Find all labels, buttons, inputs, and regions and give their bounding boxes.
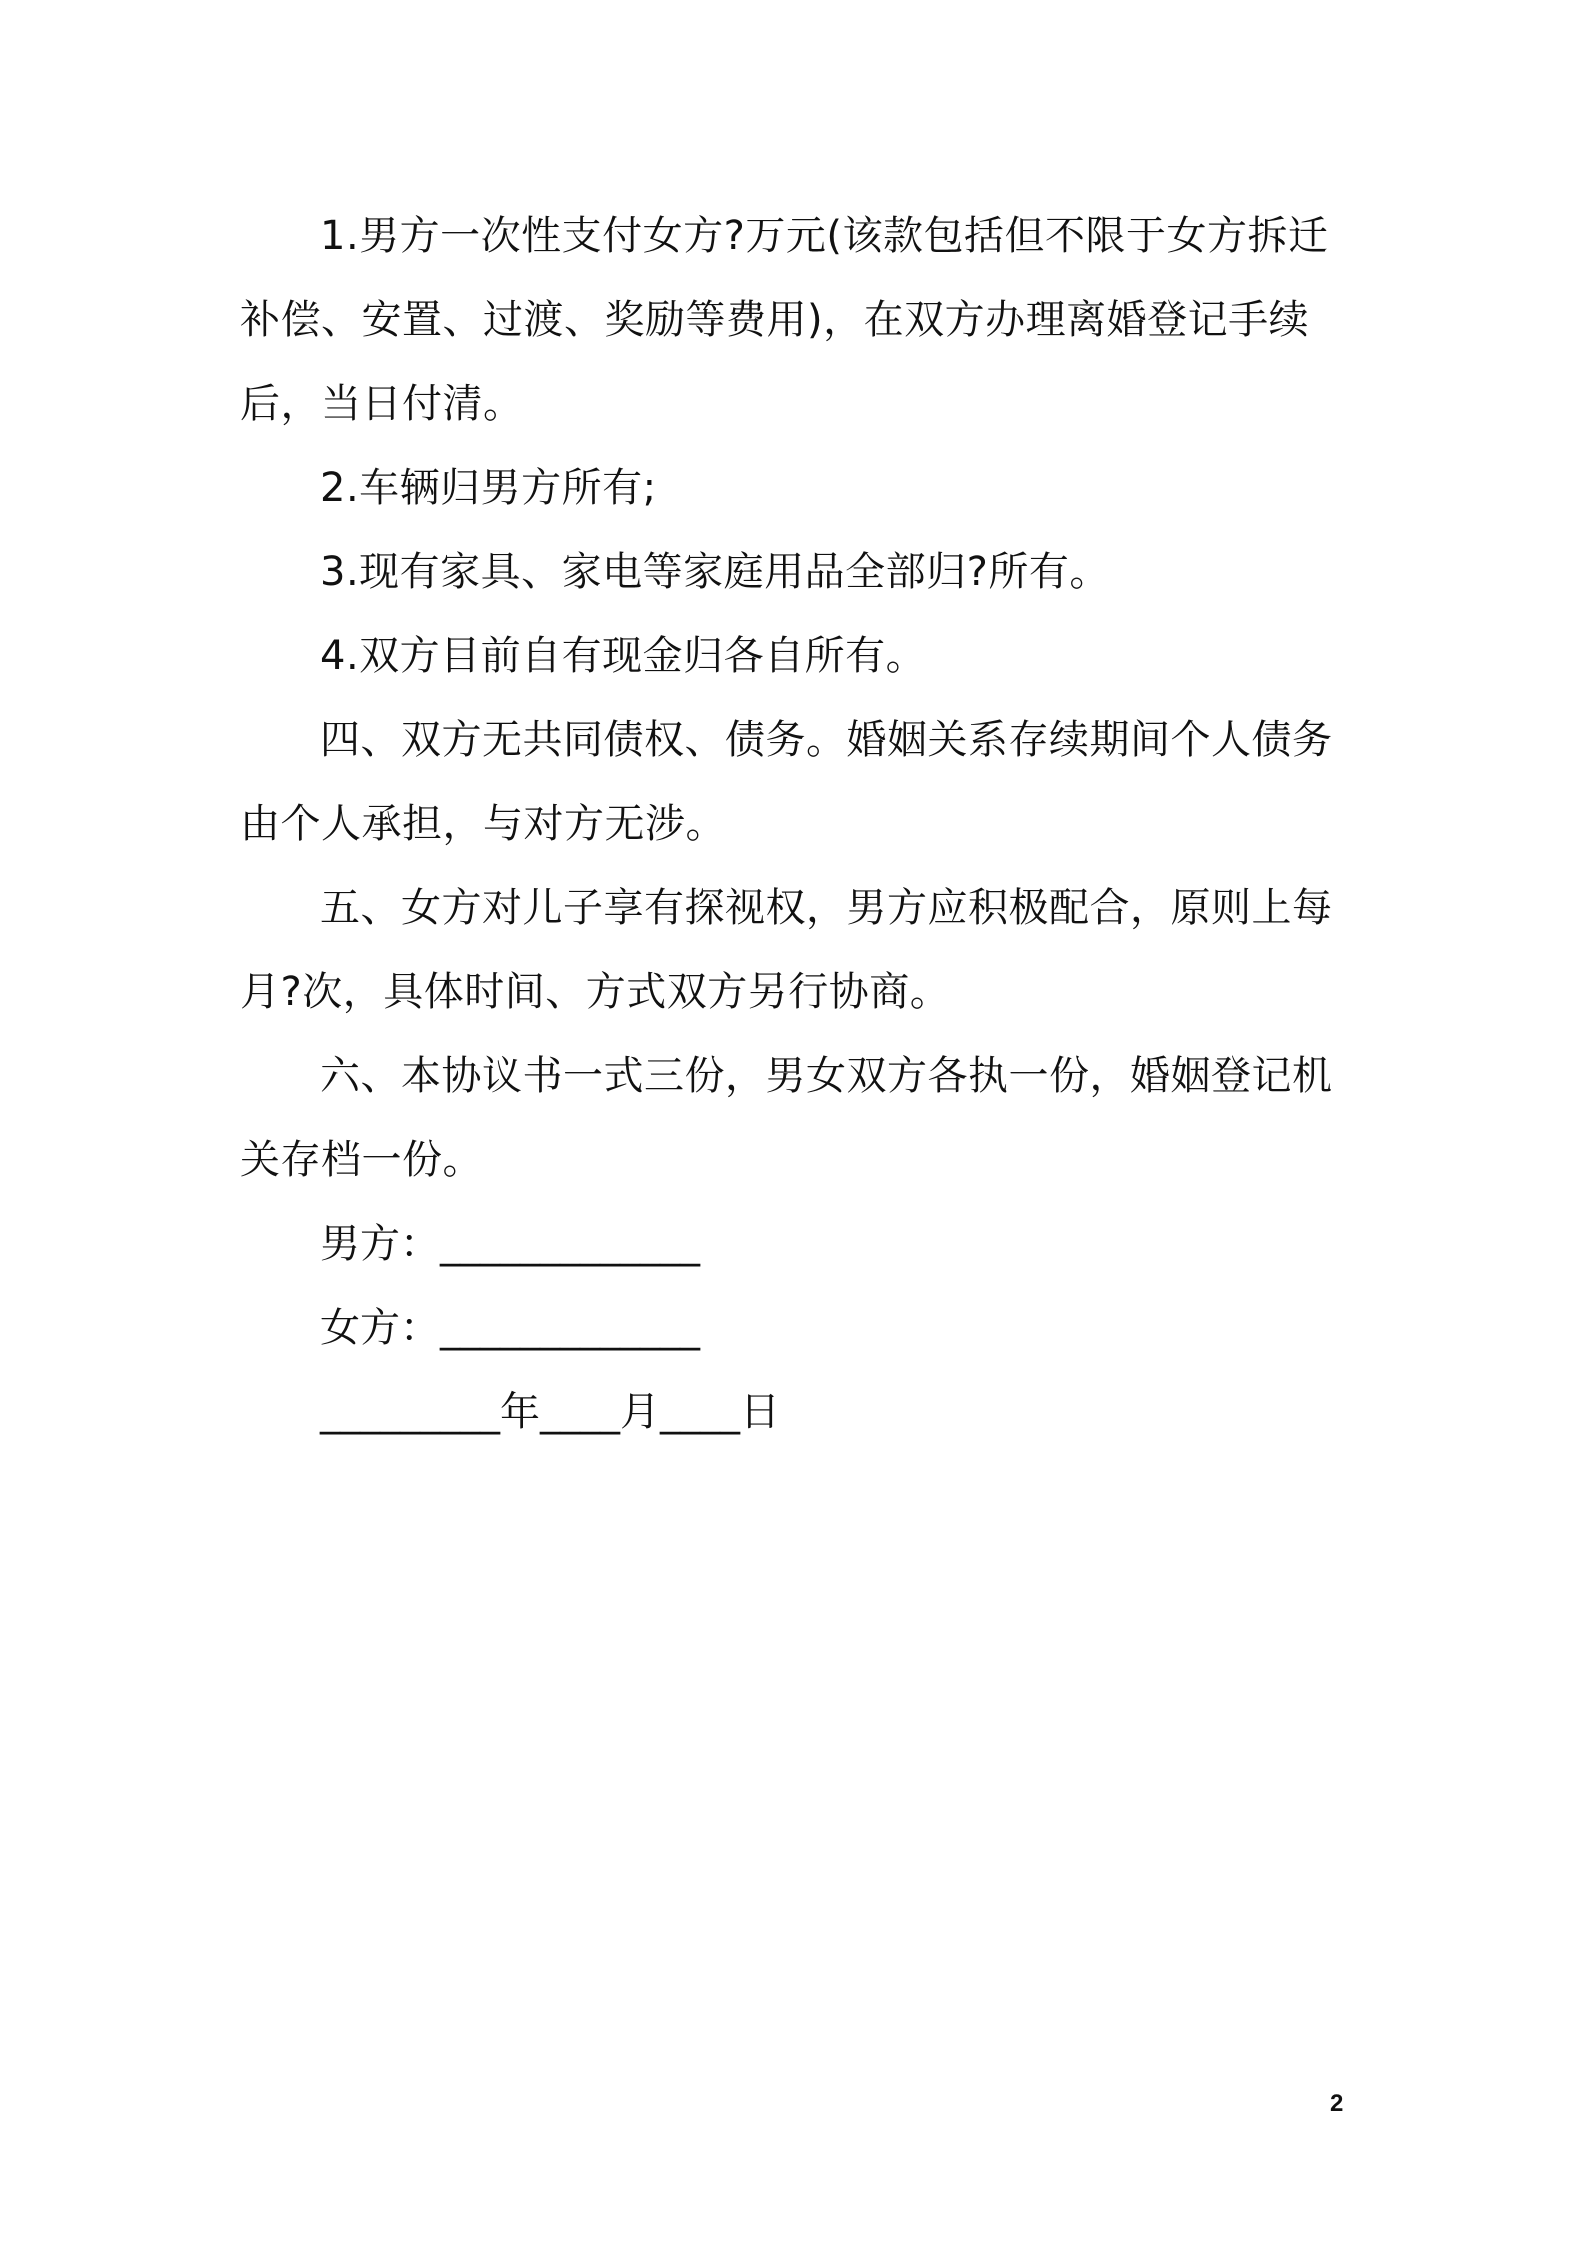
page-number: 2 (1330, 2090, 1344, 2117)
male-signature-line: 男方：_____________ (320, 1221, 700, 1267)
document-body (240, 194, 1360, 1454)
clause-household-items: 3.现有家具、家电等家庭用品全部归?所有。 (320, 549, 1110, 595)
clause-cash: 4.双方目前自有现金归各自所有。 (320, 633, 927, 679)
clause-payment: 1.男方一次性支付女方?万元(该款包括但不限于女方拆迁补偿、安置、过渡、奖励等费用)，在双方办理离婚登记手续后，当日付清。 (240, 213, 1329, 427)
clause-vehicle: 2.车辆归男方所有; (320, 465, 657, 511)
clause-visitation: 五、女方对儿子享有探视权，男方应积极配合，原则上每月?次，具体时间、方式双方另行协商。 (240, 885, 1333, 1015)
clause-debts: 四、双方无共同债权、债务。婚姻关系存续期间个人债务由个人承担，与对方无涉。 (240, 717, 1333, 847)
clause-copies: 六、本协议书一式三份，男女双方各执一份，婚姻登记机关存档一份。 (240, 1053, 1333, 1183)
date-line: _________年____月____日 (320, 1389, 780, 1435)
female-signature-line: 女方：_____________ (320, 1305, 700, 1351)
